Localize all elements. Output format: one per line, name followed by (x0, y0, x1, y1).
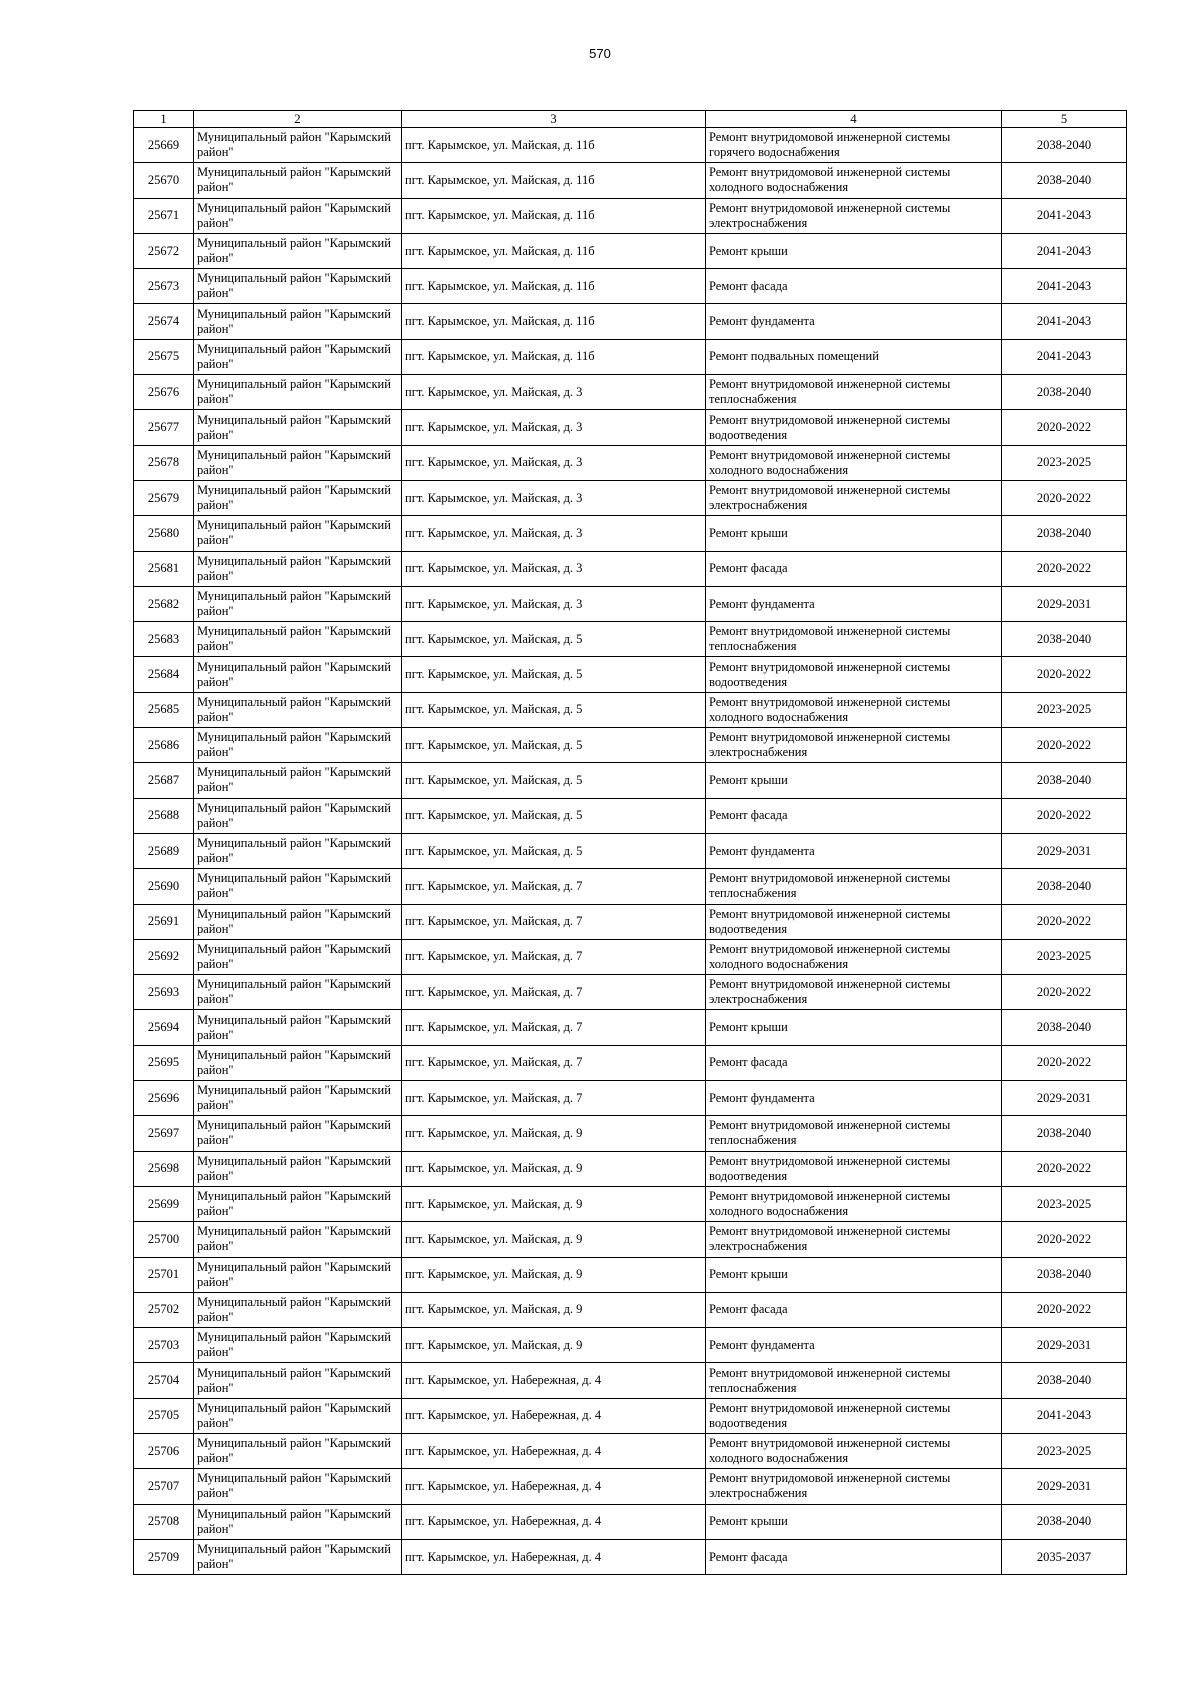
table-row (134, 1081, 1127, 1116)
cell-row-number: 25678 (134, 445, 194, 480)
cell-address: пгт. Карымское, ул. Набережная, д. 4 (402, 1433, 706, 1468)
cell-address: пгт. Карымское, ул. Майская, д. 7 (402, 869, 706, 904)
cell-row-number: 25671 (134, 198, 194, 233)
cell-work-type: Ремонт крыши (706, 763, 1002, 798)
cell-row-number: 25700 (134, 1222, 194, 1257)
cell-work-type: Ремонт фундамента (706, 304, 1002, 339)
table-row (134, 1222, 1127, 1257)
cell-work-type: Ремонт внутридомовой инженерной системы холодного водоснабжения (706, 163, 1002, 198)
cell-address: пгт. Карымское, ул. Майская, д. 7 (402, 1045, 706, 1080)
table-row (134, 1292, 1127, 1327)
cell-work-type: Ремонт внутридомовой инженерной системы холодного водоснабжения (706, 1186, 1002, 1221)
cell-period: 2041-2043 (1002, 198, 1127, 233)
cell-municipality: Муниципальный район "Карымский район" (194, 833, 402, 868)
cell-municipality: Муниципальный район "Карымский район" (194, 1010, 402, 1045)
table-row (134, 622, 1127, 657)
cell-work-type: Ремонт внутридомовой инженерной системы водоотведения (706, 1398, 1002, 1433)
cell-period: 2020-2022 (1002, 410, 1127, 445)
cell-municipality: Муниципальный район "Карымский район" (194, 869, 402, 904)
cell-row-number: 25687 (134, 763, 194, 798)
table-row (134, 198, 1127, 233)
table-row (134, 551, 1127, 586)
cell-period: 2041-2043 (1002, 233, 1127, 268)
cell-row-number: 25682 (134, 586, 194, 621)
cell-row-number: 25693 (134, 975, 194, 1010)
cell-work-type: Ремонт внутридомовой инженерной системы холодного водоснабжения (706, 939, 1002, 974)
cell-work-type: Ремонт внутридомовой инженерной системы электроснабжения (706, 1222, 1002, 1257)
table-row (134, 657, 1127, 692)
table-row (134, 728, 1127, 763)
cell-municipality: Муниципальный район "Карымский район" (194, 622, 402, 657)
cell-municipality: Муниципальный район "Карымский район" (194, 128, 402, 163)
cell-work-type: Ремонт фундамента (706, 833, 1002, 868)
table-row (134, 1433, 1127, 1468)
table-row (134, 128, 1127, 163)
cell-address: пгт. Карымское, ул. Майская, д. 9 (402, 1116, 706, 1151)
cell-work-type: Ремонт внутридомовой инженерной системы теплоснабжения (706, 1116, 1002, 1151)
cell-row-number: 25685 (134, 692, 194, 727)
header-col-4: 4 (706, 111, 1002, 128)
cell-municipality: Муниципальный район "Карымский район" (194, 975, 402, 1010)
cell-row-number: 25686 (134, 728, 194, 763)
page-number: 570 (589, 46, 611, 61)
cell-work-type: Ремонт внутридомовой инженерной системы холодного водоснабжения (706, 445, 1002, 480)
cell-address: пгт. Карымское, ул. Майская, д. 3 (402, 445, 706, 480)
table-row (134, 445, 1127, 480)
cell-address: пгт. Карымское, ул. Майская, д. 9 (402, 1328, 706, 1363)
cell-municipality: Муниципальный район "Карымский район" (194, 1539, 402, 1574)
cell-row-number: 25680 (134, 516, 194, 551)
cell-period: 2038-2040 (1002, 869, 1127, 904)
cell-address: пгт. Карымское, ул. Майская, д. 9 (402, 1151, 706, 1186)
cell-row-number: 25672 (134, 233, 194, 268)
table-row (134, 1151, 1127, 1186)
cell-period: 2023-2025 (1002, 692, 1127, 727)
cell-work-type: Ремонт фундамента (706, 586, 1002, 621)
cell-address: пгт. Карымское, ул. Майская, д. 11б (402, 233, 706, 268)
table-row (134, 163, 1127, 198)
cell-row-number: 25707 (134, 1469, 194, 1504)
table-header (134, 111, 1127, 128)
cell-period: 2020-2022 (1002, 1292, 1127, 1327)
cell-address: пгт. Карымское, ул. Майская, д. 11б (402, 128, 706, 163)
table-row (134, 939, 1127, 974)
cell-municipality: Муниципальный район "Карымский район" (194, 1151, 402, 1186)
cell-period: 2029-2031 (1002, 833, 1127, 868)
table-row (134, 586, 1127, 621)
cell-address: пгт. Карымское, ул. Майская, д. 3 (402, 410, 706, 445)
cell-period: 2023-2025 (1002, 1433, 1127, 1468)
cell-municipality: Муниципальный район "Карымский район" (194, 445, 402, 480)
cell-work-type: Ремонт крыши (706, 1504, 1002, 1539)
cell-row-number: 25674 (134, 304, 194, 339)
cell-municipality: Муниципальный район "Карымский район" (194, 163, 402, 198)
cell-period: 2041-2043 (1002, 304, 1127, 339)
cell-period: 2020-2022 (1002, 728, 1127, 763)
cell-row-number: 25696 (134, 1081, 194, 1116)
cell-municipality: Муниципальный район "Карымский район" (194, 1398, 402, 1433)
cell-municipality: Муниципальный район "Карымский район" (194, 904, 402, 939)
cell-work-type: Ремонт внутридомовой инженерной системы электроснабжения (706, 975, 1002, 1010)
cell-municipality: Муниципальный район "Карымский район" (194, 1363, 402, 1398)
cell-row-number: 25669 (134, 128, 194, 163)
cell-address: пгт. Карымское, ул. Майская, д. 11б (402, 269, 706, 304)
cell-municipality: Муниципальный район "Карымский район" (194, 233, 402, 268)
cell-row-number: 25704 (134, 1363, 194, 1398)
cell-period: 2029-2031 (1002, 586, 1127, 621)
cell-period: 2038-2040 (1002, 1116, 1127, 1151)
cell-municipality: Муниципальный район "Карымский район" (194, 375, 402, 410)
cell-row-number: 25694 (134, 1010, 194, 1045)
cell-address: пгт. Карымское, ул. Майская, д. 9 (402, 1222, 706, 1257)
cell-row-number: 25676 (134, 375, 194, 410)
cell-work-type: Ремонт внутридомовой инженерной системы теплоснабжения (706, 622, 1002, 657)
cell-row-number: 25684 (134, 657, 194, 692)
table-row (134, 833, 1127, 868)
cell-row-number: 25670 (134, 163, 194, 198)
cell-municipality: Муниципальный район "Карымский район" (194, 269, 402, 304)
table-row (134, 1186, 1127, 1221)
cell-address: пгт. Карымское, ул. Майская, д. 3 (402, 551, 706, 586)
cell-row-number: 25689 (134, 833, 194, 868)
cell-address: пгт. Карымское, ул. Майская, д. 5 (402, 692, 706, 727)
cell-row-number: 25702 (134, 1292, 194, 1327)
cell-municipality: Муниципальный район "Карымский район" (194, 1116, 402, 1151)
cell-period: 2023-2025 (1002, 445, 1127, 480)
cell-address: пгт. Карымское, ул. Майская, д. 7 (402, 1081, 706, 1116)
cell-municipality: Муниципальный район "Карымский район" (194, 1433, 402, 1468)
cell-municipality: Муниципальный район "Карымский район" (194, 763, 402, 798)
table-row (134, 1504, 1127, 1539)
cell-work-type: Ремонт фасада (706, 269, 1002, 304)
table-row (134, 410, 1127, 445)
cell-address: пгт. Карымское, ул. Набережная, д. 4 (402, 1363, 706, 1398)
cell-row-number: 25705 (134, 1398, 194, 1433)
table-row (134, 516, 1127, 551)
cell-row-number: 25677 (134, 410, 194, 445)
cell-period: 2023-2025 (1002, 939, 1127, 974)
table-row (134, 375, 1127, 410)
cell-municipality: Муниципальный район "Карымский район" (194, 1081, 402, 1116)
cell-row-number: 25695 (134, 1045, 194, 1080)
cell-address: пгт. Карымское, ул. Майская, д. 3 (402, 586, 706, 621)
cell-row-number: 25691 (134, 904, 194, 939)
table-row (134, 339, 1127, 374)
cell-address: пгт. Карымское, ул. Майская, д. 11б (402, 304, 706, 339)
cell-address: пгт. Карымское, ул. Майская, д. 7 (402, 939, 706, 974)
cell-municipality: Муниципальный район "Карымский район" (194, 410, 402, 445)
cell-municipality: Муниципальный район "Карымский район" (194, 1045, 402, 1080)
cell-row-number: 25675 (134, 339, 194, 374)
cell-work-type: Ремонт внутридомовой инженерной системы теплоснабжения (706, 375, 1002, 410)
cell-address: пгт. Карымское, ул. Майская, д. 5 (402, 622, 706, 657)
cell-address: пгт. Карымское, ул. Майская, д. 7 (402, 975, 706, 1010)
cell-period: 2038-2040 (1002, 1504, 1127, 1539)
cell-work-type: Ремонт внутридомовой инженерной системы электроснабжения (706, 480, 1002, 515)
cell-address: пгт. Карымское, ул. Майская, д. 5 (402, 657, 706, 692)
cell-work-type: Ремонт крыши (706, 1257, 1002, 1292)
cell-municipality: Муниципальный район "Карымский район" (194, 516, 402, 551)
cell-work-type: Ремонт внутридомовой инженерной системы холодного водоснабжения (706, 692, 1002, 727)
table-row (134, 869, 1127, 904)
cell-work-type: Ремонт внутридомовой инженерной системы водоотведения (706, 657, 1002, 692)
cell-municipality: Муниципальный район "Карымский район" (194, 1222, 402, 1257)
table-row (134, 1328, 1127, 1363)
cell-period: 2041-2043 (1002, 269, 1127, 304)
table-row (134, 1469, 1127, 1504)
cell-period: 2020-2022 (1002, 975, 1127, 1010)
cell-row-number: 25692 (134, 939, 194, 974)
cell-period: 2041-2043 (1002, 1398, 1127, 1433)
cell-work-type: Ремонт внутридомовой инженерной системы холодного водоснабжения (706, 1433, 1002, 1468)
cell-work-type: Ремонт фасада (706, 798, 1002, 833)
cell-municipality: Муниципальный район "Карымский район" (194, 657, 402, 692)
cell-work-type: Ремонт внутридомовой инженерной системы электроснабжения (706, 728, 1002, 763)
cell-address: пгт. Карымское, ул. Майская, д. 5 (402, 763, 706, 798)
cell-period: 2020-2022 (1002, 904, 1127, 939)
cell-work-type: Ремонт внутридомовой инженерной системы теплоснабжения (706, 869, 1002, 904)
cell-period: 2020-2022 (1002, 1045, 1127, 1080)
cell-address: пгт. Карымское, ул. Набережная, д. 4 (402, 1504, 706, 1539)
cell-work-type: Ремонт крыши (706, 1010, 1002, 1045)
cell-period: 2038-2040 (1002, 163, 1127, 198)
cell-municipality: Муниципальный район "Карымский район" (194, 304, 402, 339)
table-row (134, 480, 1127, 515)
header-col-1: 1 (134, 111, 194, 128)
cell-address: пгт. Карымское, ул. Майская, д. 9 (402, 1186, 706, 1221)
cell-municipality: Муниципальный район "Карымский район" (194, 586, 402, 621)
cell-address: пгт. Карымское, ул. Набережная, д. 4 (402, 1398, 706, 1433)
cell-address: пгт. Карымское, ул. Майская, д. 3 (402, 516, 706, 551)
cell-address: пгт. Карымское, ул. Майская, д. 11б (402, 163, 706, 198)
cell-period: 2038-2040 (1002, 375, 1127, 410)
cell-address: пгт. Карымское, ул. Майская, д. 9 (402, 1257, 706, 1292)
table-row (134, 1257, 1127, 1292)
cell-period: 2035-2037 (1002, 1539, 1127, 1574)
cell-address: пгт. Карымское, ул. Майская, д. 5 (402, 833, 706, 868)
cell-work-type: Ремонт внутридомовой инженерной системы горячего водоснабжения (706, 128, 1002, 163)
cell-municipality: Муниципальный район "Карымский район" (194, 339, 402, 374)
cell-work-type: Ремонт фасада (706, 1292, 1002, 1327)
cell-period: 2029-2031 (1002, 1469, 1127, 1504)
cell-period: 2038-2040 (1002, 763, 1127, 798)
cell-period: 2038-2040 (1002, 1257, 1127, 1292)
cell-period: 2020-2022 (1002, 798, 1127, 833)
cell-municipality: Муниципальный район "Карымский район" (194, 692, 402, 727)
cell-address: пгт. Карымское, ул. Майская, д. 9 (402, 1292, 706, 1327)
cell-work-type: Ремонт внутридомовой инженерной системы электроснабжения (706, 198, 1002, 233)
cell-row-number: 25703 (134, 1328, 194, 1363)
cell-period: 2038-2040 (1002, 622, 1127, 657)
cell-work-type: Ремонт внутридомовой инженерной системы теплоснабжения (706, 1363, 1002, 1398)
cell-row-number: 25699 (134, 1186, 194, 1221)
cell-period: 2038-2040 (1002, 128, 1127, 163)
cell-row-number: 25681 (134, 551, 194, 586)
cell-period: 2038-2040 (1002, 1010, 1127, 1045)
cell-address: пгт. Карымское, ул. Майская, д. 3 (402, 480, 706, 515)
cell-municipality: Муниципальный район "Карымский район" (194, 198, 402, 233)
table-body (134, 128, 1127, 1575)
cell-period: 2020-2022 (1002, 657, 1127, 692)
cell-period: 2029-2031 (1002, 1328, 1127, 1363)
cell-municipality: Муниципальный район "Карымский район" (194, 798, 402, 833)
table-row (134, 1045, 1127, 1080)
cell-row-number: 25683 (134, 622, 194, 657)
cell-row-number: 25690 (134, 869, 194, 904)
table-row (134, 904, 1127, 939)
cell-row-number: 25709 (134, 1539, 194, 1574)
cell-period: 2020-2022 (1002, 551, 1127, 586)
table-row (134, 798, 1127, 833)
cell-municipality: Муниципальный район "Карымский район" (194, 1328, 402, 1363)
table-row (134, 1539, 1127, 1574)
cell-work-type: Ремонт внутридомовой инженерной системы водоотведения (706, 1151, 1002, 1186)
cell-period: 2020-2022 (1002, 480, 1127, 515)
cell-work-type: Ремонт фундамента (706, 1328, 1002, 1363)
cell-municipality: Муниципальный район "Карымский район" (194, 551, 402, 586)
cell-row-number: 25698 (134, 1151, 194, 1186)
table-row (134, 269, 1127, 304)
table-row (134, 233, 1127, 268)
cell-municipality: Муниципальный район "Карымский район" (194, 1186, 402, 1221)
table-row (134, 692, 1127, 727)
cell-address: пгт. Карымское, ул. Майская, д. 5 (402, 728, 706, 763)
cell-work-type: Ремонт крыши (706, 233, 1002, 268)
cell-work-type: Ремонт внутридомовой инженерной системы водоотведения (706, 410, 1002, 445)
cell-work-type: Ремонт фасада (706, 1045, 1002, 1080)
cell-row-number: 25679 (134, 480, 194, 515)
cell-address: пгт. Карымское, ул. Набережная, д. 4 (402, 1539, 706, 1574)
cell-row-number: 25697 (134, 1116, 194, 1151)
header-col-3: 3 (402, 111, 706, 128)
cell-period: 2023-2025 (1002, 1186, 1127, 1221)
cell-address: пгт. Карымское, ул. Майская, д. 3 (402, 375, 706, 410)
cell-municipality: Муниципальный район "Карымский район" (194, 480, 402, 515)
cell-work-type: Ремонт внутридомовой инженерной системы водоотведения (706, 904, 1002, 939)
table-row (134, 763, 1127, 798)
cell-period: 2038-2040 (1002, 516, 1127, 551)
cell-municipality: Муниципальный район "Карымский район" (194, 1257, 402, 1292)
cell-work-type: Ремонт фасада (706, 1539, 1002, 1574)
cell-work-type: Ремонт подвальных помещений (706, 339, 1002, 374)
cell-period: 2038-2040 (1002, 1363, 1127, 1398)
cell-work-type: Ремонт фасада (706, 551, 1002, 586)
table-row (134, 304, 1127, 339)
cell-municipality: Муниципальный район "Карымский район" (194, 1469, 402, 1504)
cell-address: пгт. Карымское, ул. Майская, д. 7 (402, 1010, 706, 1045)
cell-municipality: Муниципальный район "Карымский район" (194, 728, 402, 763)
cell-period: 2029-2031 (1002, 1081, 1127, 1116)
cell-municipality: Муниципальный район "Карымский район" (194, 939, 402, 974)
cell-row-number: 25701 (134, 1257, 194, 1292)
table-row (134, 1398, 1127, 1433)
cell-row-number: 25688 (134, 798, 194, 833)
cell-work-type: Ремонт фундамента (706, 1081, 1002, 1116)
cell-address: пгт. Карымское, ул. Майская, д. 7 (402, 904, 706, 939)
cell-row-number: 25673 (134, 269, 194, 304)
cell-work-type: Ремонт внутридомовой инженерной системы электроснабжения (706, 1469, 1002, 1504)
table-row (134, 975, 1127, 1010)
cell-period: 2020-2022 (1002, 1151, 1127, 1186)
cell-address: пгт. Карымское, ул. Майская, д. 11б (402, 198, 706, 233)
header-col-2: 2 (194, 111, 402, 128)
repair-schedule-table (133, 110, 1127, 1575)
cell-municipality: Муниципальный район "Карымский район" (194, 1292, 402, 1327)
cell-address: пгт. Карымское, ул. Майская, д. 5 (402, 798, 706, 833)
cell-work-type: Ремонт крыши (706, 516, 1002, 551)
table-row (134, 1363, 1127, 1398)
table-row (134, 1010, 1127, 1045)
cell-address: пгт. Карымское, ул. Набережная, д. 4 (402, 1469, 706, 1504)
cell-row-number: 25708 (134, 1504, 194, 1539)
cell-period: 2020-2022 (1002, 1222, 1127, 1257)
cell-address: пгт. Карымское, ул. Майская, д. 11б (402, 339, 706, 374)
cell-municipality: Муниципальный район "Карымский район" (194, 1504, 402, 1539)
cell-period: 2041-2043 (1002, 339, 1127, 374)
cell-row-number: 25706 (134, 1433, 194, 1468)
header-col-5: 5 (1002, 111, 1127, 128)
table-row (134, 1116, 1127, 1151)
